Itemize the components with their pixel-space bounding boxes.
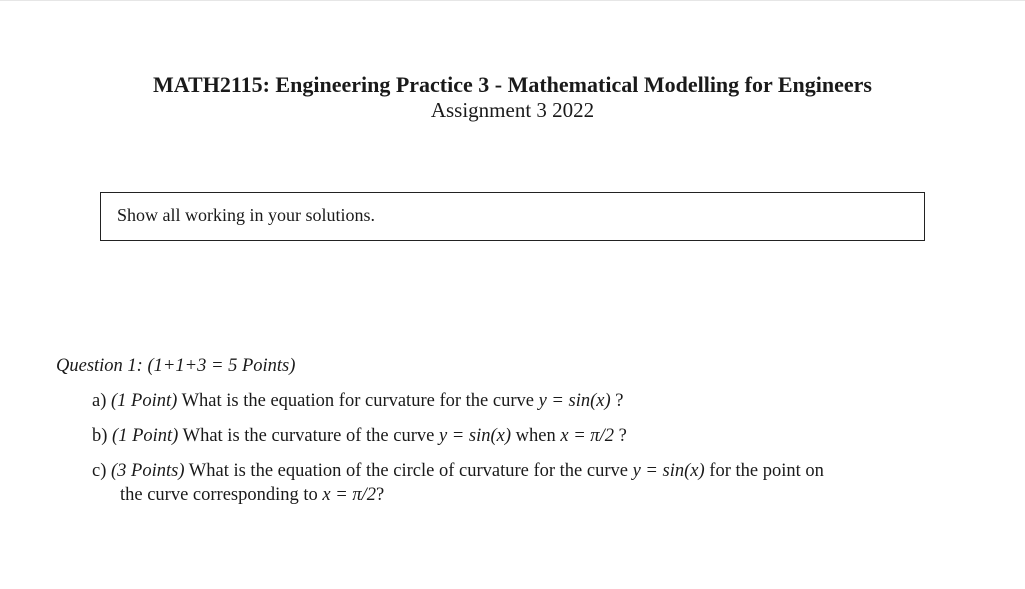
assignment-subtitle: Assignment 3 2022 [430,98,595,122]
page-top-border [0,0,1025,1]
part-text: the curve corresponding to [120,485,323,505]
math-expression: y = sin(x) [538,391,611,411]
part-text: What is the curvature of the curve [182,426,439,446]
part-points: (1 Point) [111,391,178,411]
part-text-end: ? [376,485,385,505]
part-text-end: ? [613,426,627,446]
part-label: b) [92,426,108,446]
instructions-text: Show all working in your solutions. [117,205,376,225]
question-part-c [92,461,824,482]
math-expression-x: x = π/2 [322,485,377,505]
part-text-end: for the point on [704,461,824,481]
part-label: a) [92,391,107,411]
part-text: What is the equation of the circle of curvature for the curve [188,461,633,481]
math-expression-x: x = π/2 [560,426,614,446]
math-expression: y = sin(x) [438,426,512,446]
part-points: (3 Points) [111,461,185,481]
part-label: c) [92,461,107,481]
part-text-end: ? [610,391,624,411]
question-part-b [92,426,627,447]
question-part-a [92,391,624,412]
question-1-heading: Question 1: (1+1+3 = 5 Points) [56,356,296,376]
part-text: What is the equation for curvature for the curve [181,391,539,411]
part-points: (1 Point) [112,426,179,446]
instructions-box [100,192,925,241]
math-expression: y = sin(x) [632,461,705,481]
question-part-c-line2 [120,485,384,506]
part-text-mid: when [511,426,561,446]
page-title: MATH2115: Engineering Practice 3 - Mathematical Modelling for Engineers [153,72,872,97]
